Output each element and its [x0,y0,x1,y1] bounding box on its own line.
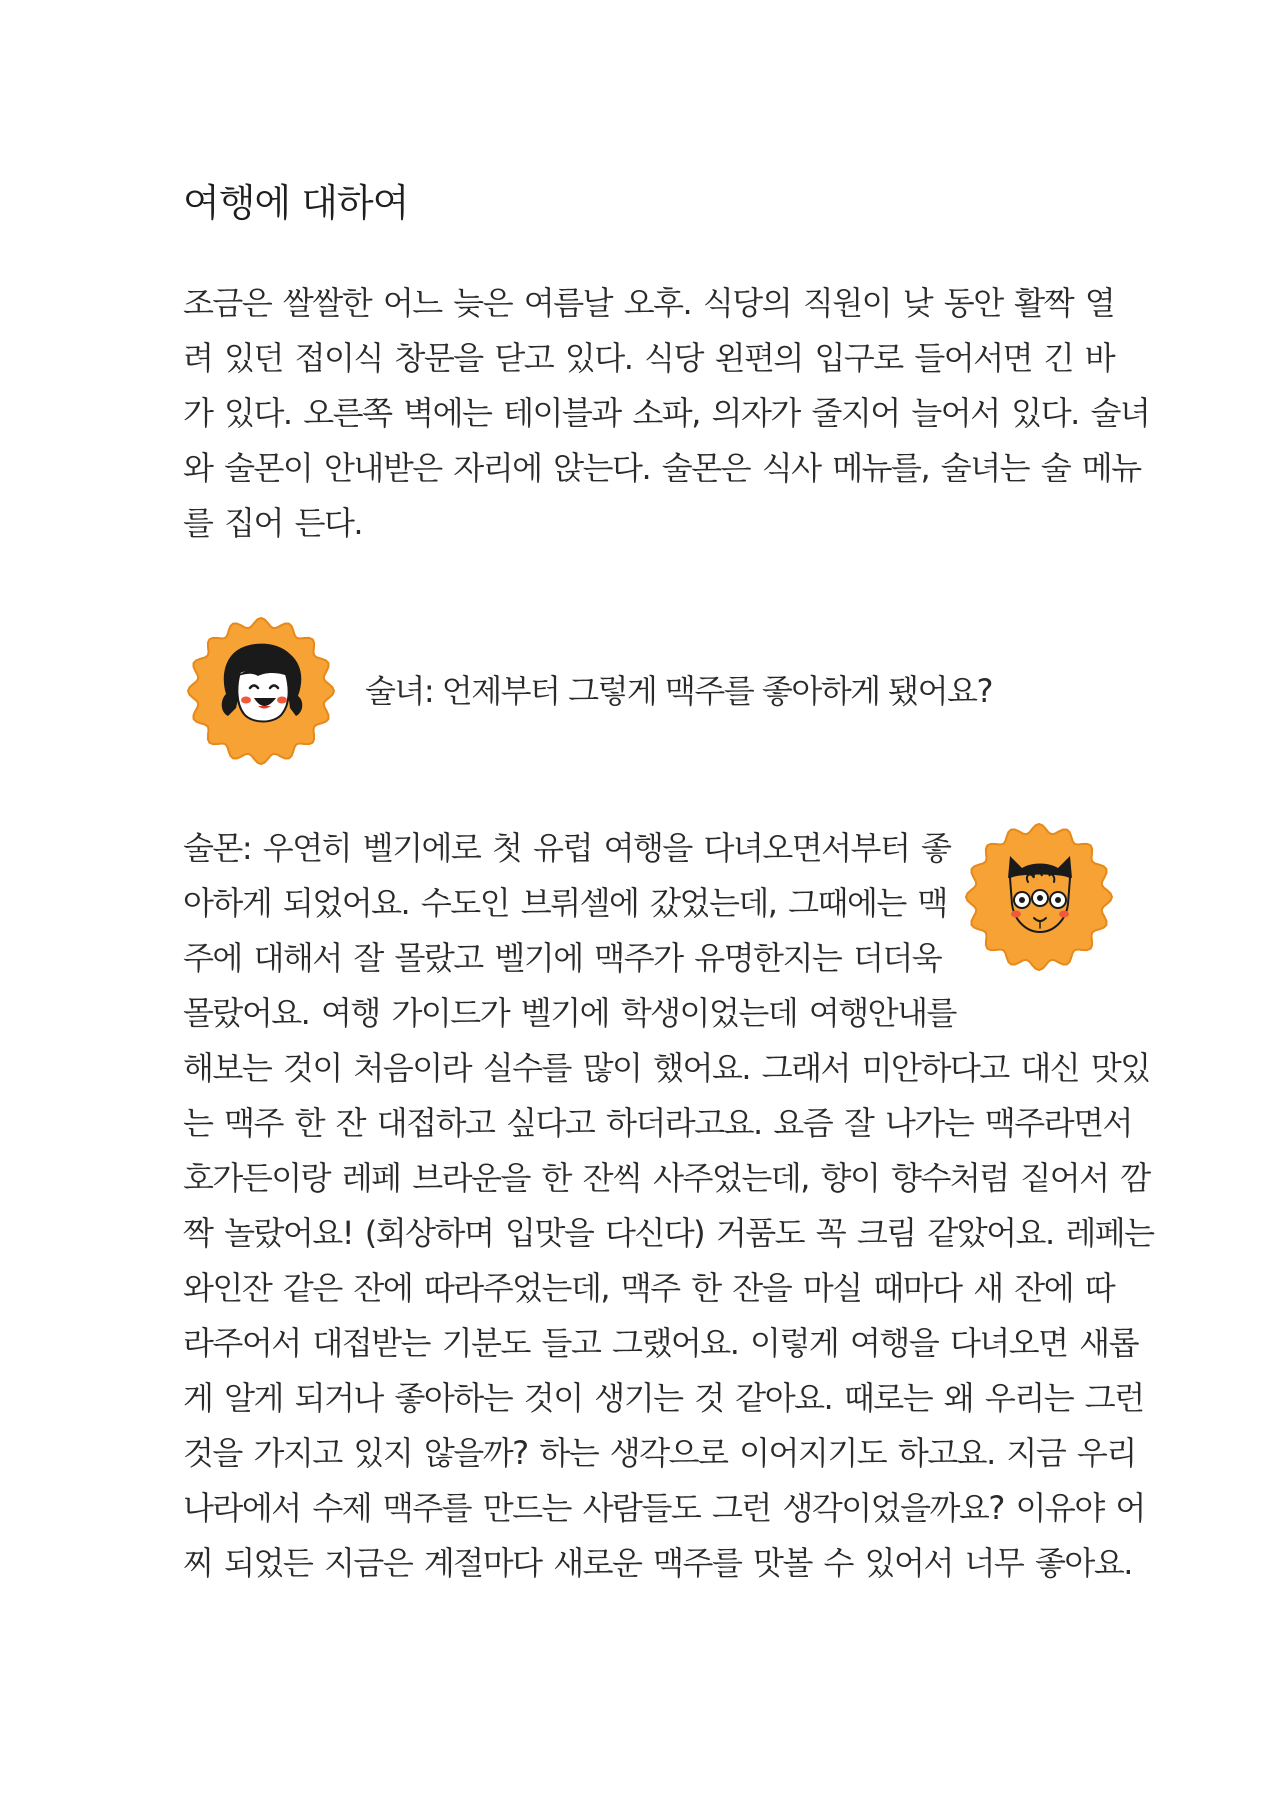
intro-line: 와 술몬이 안내받은 자리에 앉는다. 술몬은 식사 메뉴를, 술녀는 술 메뉴 [183,449,1141,487]
dialogue-man-line: 짝 놀랐어요! (회상하며 입맛을 다신다) 거품도 꼭 크림 같았어요. 레페는 [183,1214,1154,1252]
intro-line: 조금은 쌀쌀한 어느 늦은 여름날 오후. 식당의 직원이 낮 동안 활짝 열 [183,284,1115,322]
dialogue-man-line: 와인잔 같은 잔에 따라주었는데, 맥주 한 잔을 마실 때마다 새 잔에 따 [183,1269,1115,1307]
dialogue-man-line: 아하게 되었어요. 수도인 브뤼셀에 갔었는데, 그때에는 맥 [183,884,947,922]
intro-line: 를 집어 든다. [183,504,363,542]
intro-paragraph [183,276,1150,551]
intro-line: 려 있던 접이식 창문을 닫고 있다. 식당 왼편의 입구로 들어서면 긴 바 [183,339,1115,377]
dialogue-man-line: 것을 가지고 있지 않을까? 하는 생각으로 이어지기도 하고요. 지금 우리 [183,1434,1136,1472]
dialogue-man-line: 술몬: 우연히 벨기에로 첫 유럽 여행을 다녀오면서부터 좋 [183,829,951,867]
section-title: 여행에 대하여 [183,181,409,225]
cartoon-woman-face-icon [186,616,336,766]
dialogue-man-line: 주에 대해서 잘 몰랐고 벨기에 맥주가 유명한지는 더더욱 [183,939,942,977]
dialogue-man-line: 는 맥주 한 잔 대접하고 싶다고 하더라고요. 요즘 잘 나가는 맥주라면서 [183,1104,1132,1142]
dialogue-man-line: 나라에서 수제 맥주를 만드는 사람들도 그런 생각이었을까요? 이유야 어 [183,1489,1145,1527]
dialogue-man-line: 게 알게 되거나 좋아하는 것이 생기는 것 같아요. 때로는 왜 우리는 그런 [183,1379,1144,1417]
dialogue-man-line: 호가든이랑 레페 브라운을 한 잔씩 사주었는데, 향이 향수처럼 짙어서 깜 [183,1159,1150,1197]
cartoon-man-face-icon [964,822,1114,972]
dialogue-man-line: 찌 되었든 지금은 계절마다 새로운 맥주를 맛볼 수 있어서 너무 좋아요. [183,1544,1132,1582]
intro-line: 가 있다. 오른쪽 벽에는 테이블과 소파, 의자가 줄지어 늘어서 있다. 술녀 [183,394,1150,432]
dialogue-man-line: 라주어서 대접받는 기분도 들고 그랬어요. 이렇게 여행을 다녀오면 새롭 [183,1324,1138,1362]
dialogue-man-line: 해보는 것이 처음이라 실수를 많이 했어요. 그래서 미안하다고 대신 맛있 [183,1049,1150,1087]
dialogue-woman-line: 술녀: 언제부터 그렇게 맥주를 좋아하게 됐어요? [365,672,992,710]
dialogue-man-line: 몰랐어요. 여행 가이드가 벨기에 학생이었는데 여행안내를 [183,994,956,1032]
